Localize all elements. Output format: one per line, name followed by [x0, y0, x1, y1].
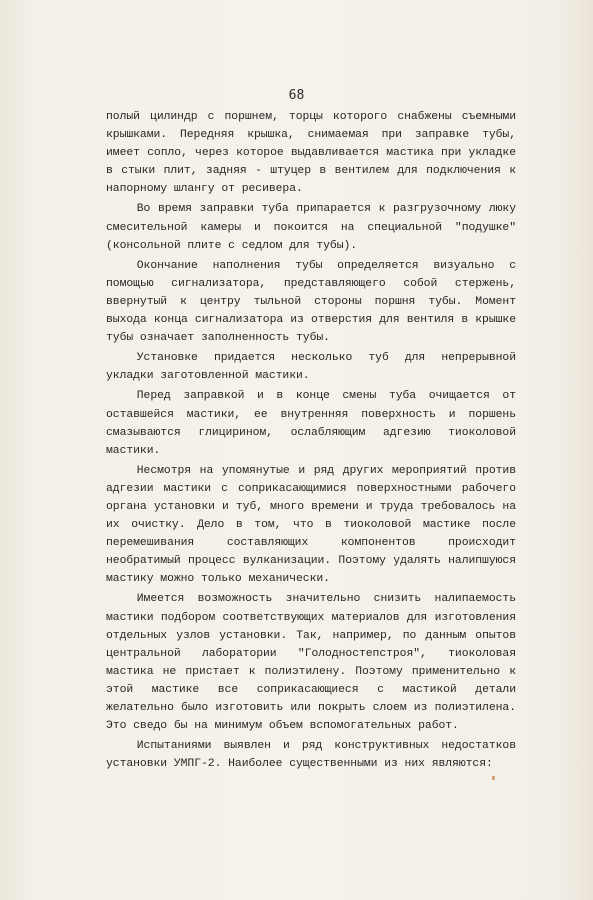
paragraph-7: Имеется возможность значительно снизить налипаемость мастики подбором соответствующих материалов для изготовления отдельных узлов установки. Так, например, по данным опытов центральной лаборатории "Голодностепстроя", тиоколовая мастика не пристает к полиэтилену. Поэтому применительно к этой мастике все соприкасающиеся с мастикой детали желательно было изготовить или покрыть слоем из полиэтилена. Это сведо бы на минимум объем вспомогательных работ. [106, 593, 516, 733]
paragraph-4: Установке придается несколько туб для непрерывной укладки заготовленной мастики. [106, 352, 516, 383]
paragraph-2: Во время заправки туба припарается к разгрузочному люку смесительной камеры и покоится на специальной "подушке" (консольной плите с седлом для тубы). [106, 203, 516, 252]
page-number: 68 [288, 88, 305, 103]
body-text [106, 108, 516, 773]
paragraph-1: полый цилиндр с поршнем, торцы которого снабжены съемными крышками. Передняя крышка, снимаемая при заправке тубы, имеет сопло, через которое выдавливается мастика при укладке в стыки плит, задняя - штуцер в вентилем для подключения к напорному шлангу от ресивера. [106, 111, 516, 196]
paragraph-3: Окончание наполнения тубы определяется визуально с помощью сигнализатора, представляющего собой стержень, ввернутый к центру тыльной стороны поршня тубы. Момент выхода конца сигнализатора из отверстия для вентиля в крышке тубы означает заполненность тубы. [106, 259, 516, 345]
paragraph-8: Испытаниями выявлен и ряд конструктивных недостатков установки УМПГ-2. Наиболее существенными из них являются: [106, 740, 516, 771]
paragraph-5: Перед заправкой и в конце смены туба очищается от оставшейся мастики, ее внутренняя поверхность и поршень смазываются глицирином, ослабляющим адгезию тиоколовой мастики. [106, 390, 516, 457]
paper-speck [492, 776, 495, 780]
paragraph-6: Несмотря на упомянутые и ряд других мероприятий против адгезии мастики с соприкасающимися поверхностными рабочего органа установки и туб, много времени и труда требовалось на их очистку. Дело в том, что в тиоколовой мастике после перемешивания составляющих компонентов происходит необратимый процесс вулканизации. Поэтому удалять налипшуюся мастику можно только механически. [106, 464, 516, 586]
